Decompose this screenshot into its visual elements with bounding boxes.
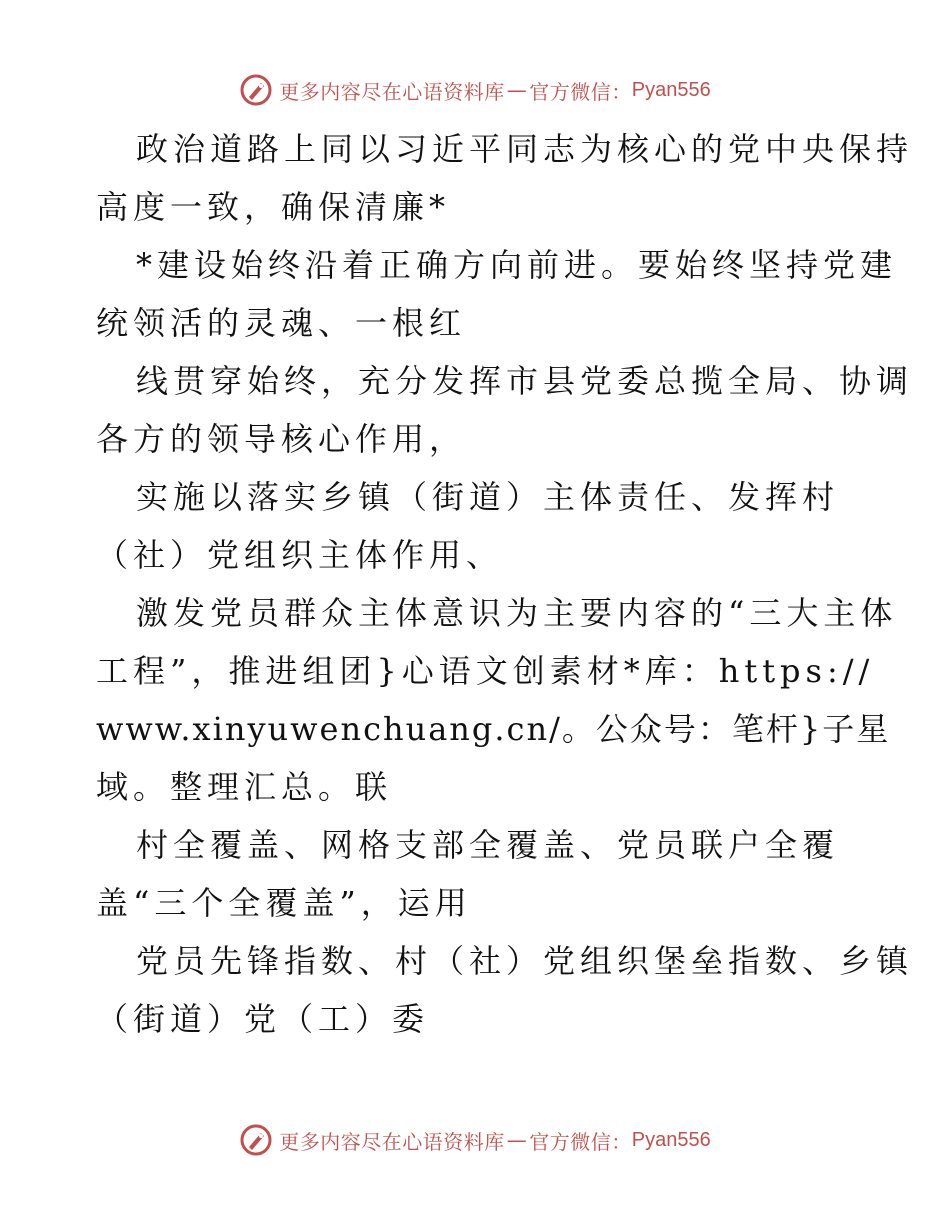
watermark-wechat-id: Pyan556 (631, 78, 711, 101)
text-line: 盖“三个全覆盖”，运用 (96, 884, 472, 922)
text-line: （街道）党（工）委 (96, 1000, 430, 1038)
pen-nib-icon (239, 1123, 273, 1157)
pen-nib-icon (239, 73, 273, 107)
text-line: 统领活的灵魂、一根红 (96, 304, 467, 342)
text-line: 激发党员群众主体意识为主要内容的“三大主体 (136, 594, 898, 632)
text-line: 党员先锋指数、村（社）党组织堡垒指数、乡镇 (136, 942, 914, 980)
watermark-separator: — (506, 1128, 528, 1152)
watermark-text: 更多内容尽在心语资料库 (279, 1129, 505, 1154)
watermark-separator: — (506, 78, 528, 102)
watermark-text: 更多内容尽在心语资料库 (279, 79, 505, 104)
text-line: 村全覆盖、网格支部全覆盖、党员联户全覆 (136, 826, 840, 864)
text-line: 线贯穿始终，充分发挥市县党委总揽全局、协调 (136, 362, 914, 400)
text-line: 高度一致，确保清廉* (96, 188, 451, 226)
text-line: 工程”，推进组团}心语文创素材*库：https:// (96, 652, 875, 690)
text-line: 域。整理汇总。联 (96, 768, 393, 806)
text-line: 各方的领导核心作用， (96, 420, 467, 458)
watermark-official-label: 官方微信： (529, 1129, 632, 1154)
watermark-official-label: 官方微信： (529, 79, 632, 104)
header-watermark (0, 70, 950, 110)
text-line: 实施以落实乡镇（街道）主体责任、发挥村 (136, 478, 840, 516)
text-line: （社）党组织主体作用、 (96, 536, 504, 574)
text-line: www.xinyuwenchuang.cn/。公众号：笔杆}子星 (96, 710, 891, 748)
text-line: *建设始终沿着正确方向前进。要始终坚持党建 (136, 246, 898, 284)
watermark-wechat-id: Pyan556 (631, 1128, 711, 1151)
document-body (96, 120, 914, 1048)
text-line: 政治道路上同以习近平同志为核心的党中央保持 (136, 130, 914, 168)
footer-watermark (0, 1120, 950, 1160)
